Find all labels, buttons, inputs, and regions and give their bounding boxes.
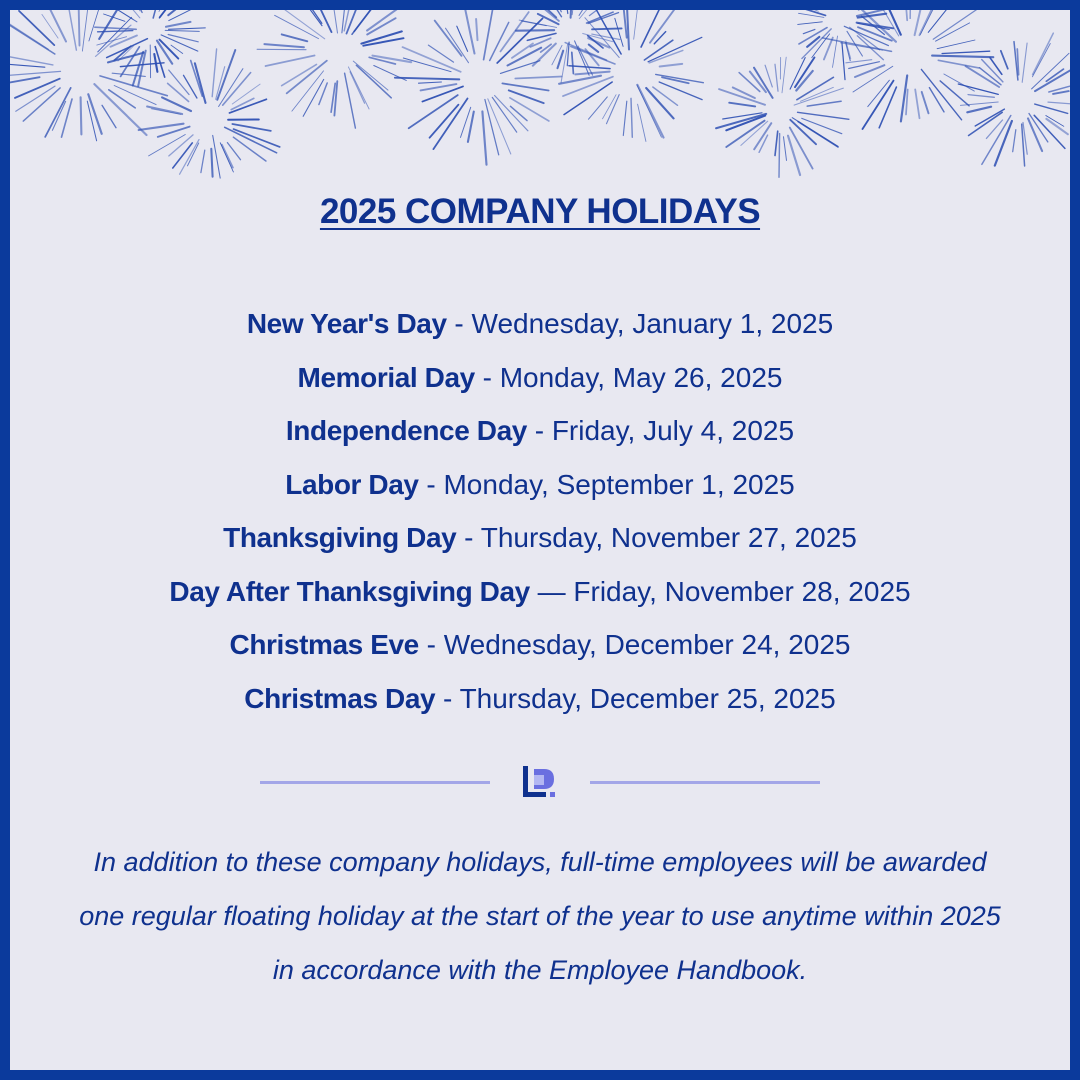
- holiday-card: [10, 10, 1070, 1070]
- divider-right: [590, 781, 820, 784]
- holiday-date: Wednesday, January 1, 2025: [471, 308, 834, 339]
- holiday-date: Monday, May 26, 2025: [499, 361, 783, 393]
- holiday-name: Christmas Eve: [229, 629, 419, 660]
- holiday-separator: —: [529, 575, 574, 607]
- holiday-item: [10, 358, 1070, 412]
- holiday-date: Friday, November 28, 2025: [573, 575, 911, 607]
- holiday-separator: -: [418, 468, 444, 500]
- holiday-item: [10, 679, 1070, 733]
- holiday-list: [10, 304, 1070, 732]
- holiday-date: Thursday, November 27, 2025: [480, 522, 857, 553]
- holiday-name: Christmas Day: [244, 682, 436, 714]
- holiday-name: Memorial Day: [297, 361, 475, 393]
- holiday-item: [10, 304, 1070, 358]
- holiday-date: Thursday, December 25, 2025: [459, 682, 836, 714]
- holiday-item: [10, 465, 1070, 519]
- page-title: 2025 COMPANY HOLIDAYS: [319, 192, 761, 231]
- divider-left: [260, 781, 490, 784]
- holiday-item: [10, 518, 1070, 572]
- floating-holiday-note: In addition to these company holidays, full-time employees will be awarded one regular floating holiday at the start of the year to use anytime within 2025 in accordance with the Employee Handbook.: [79, 847, 1001, 985]
- holiday-separator: -: [474, 361, 500, 393]
- holiday-name: Day After Thanksgiving Day: [169, 575, 530, 607]
- holiday-name: Thanksgiving Day: [223, 522, 457, 553]
- holiday-item: [10, 411, 1070, 465]
- holiday-name: Labor Day: [285, 468, 419, 500]
- holiday-separator: -: [418, 629, 444, 660]
- holiday-name: Independence Day: [285, 415, 527, 446]
- company-logo-icon: [520, 763, 560, 803]
- holiday-separator: -: [435, 682, 460, 714]
- holiday-date: Friday, July 4, 2025: [551, 415, 795, 446]
- holiday-name: New Year's Day: [246, 308, 447, 339]
- holiday-separator: -: [456, 522, 481, 553]
- holiday-separator: -: [446, 308, 472, 339]
- holiday-item: [10, 572, 1070, 626]
- holiday-date: Wednesday, December 24, 2025: [443, 629, 851, 660]
- holiday-date: Monday, September 1, 2025: [443, 468, 795, 500]
- holiday-separator: -: [526, 415, 552, 446]
- holiday-item: [10, 625, 1070, 679]
- fireworks-icon: [10, 10, 1070, 210]
